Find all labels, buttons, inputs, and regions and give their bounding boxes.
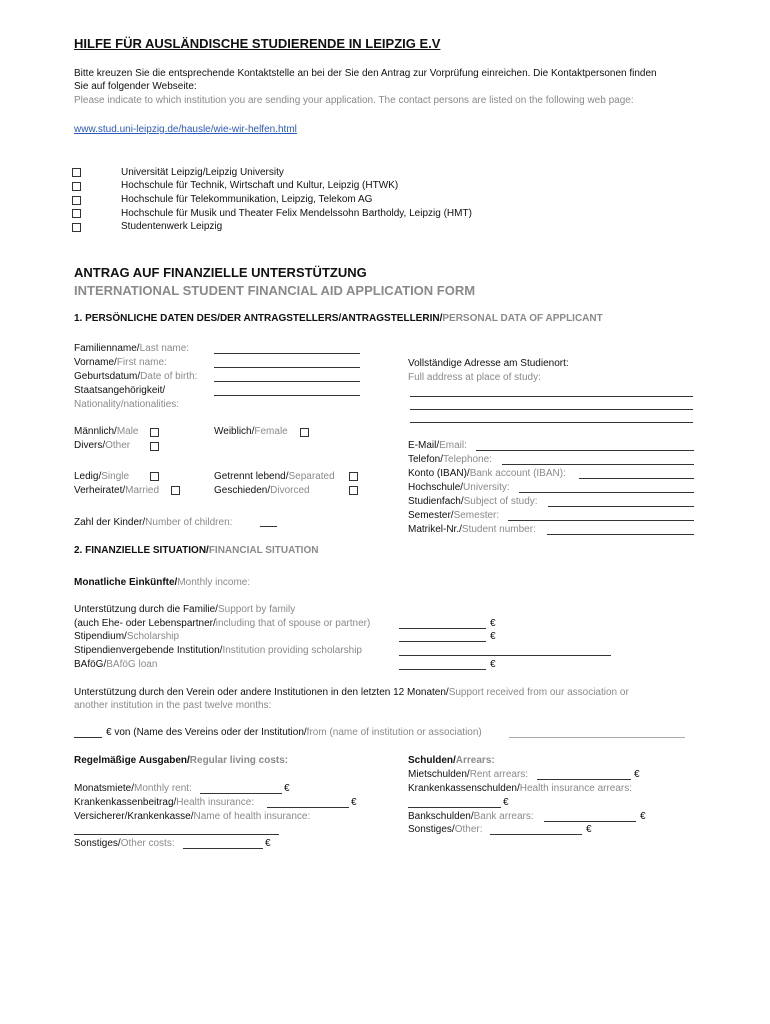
single-label: Ledig/Single bbox=[74, 471, 130, 482]
euro-sign: € bbox=[490, 618, 496, 629]
institution-label: Universität Leipzig/Leipzig University bbox=[121, 167, 284, 178]
university-label: Hochschule/University: bbox=[408, 482, 510, 493]
checkbox-male[interactable] bbox=[150, 428, 159, 437]
checkbox-divorced[interactable] bbox=[349, 486, 358, 495]
checkbox-married[interactable] bbox=[171, 486, 180, 495]
family-support-label: Unterstützung durch die Familie/Support by family bbox=[74, 604, 296, 615]
scholarship-institution-field[interactable] bbox=[399, 655, 611, 656]
insurance-arrears-label: Krankenkassenschulden/Health insurance arrears: bbox=[408, 783, 633, 794]
checkbox-single[interactable] bbox=[150, 472, 159, 481]
other-costs-label: Sonstiges/Other costs: bbox=[74, 838, 175, 849]
rent-arrears-field[interactable] bbox=[537, 779, 631, 780]
other-costs-field[interactable] bbox=[183, 848, 263, 849]
euro-sign: € bbox=[503, 797, 509, 808]
past-support-source-field[interactable] bbox=[509, 737, 685, 738]
address-label: Vollständige Adresse am Studienort: bbox=[408, 358, 569, 369]
university-field[interactable] bbox=[519, 492, 694, 493]
semester-field[interactable] bbox=[508, 520, 694, 521]
dob-field[interactable] bbox=[214, 381, 360, 382]
document-title: HILFE FÜR AUSLÄNDISCHE STUDIERENDE IN LEIPZIG E.V bbox=[74, 36, 441, 51]
institution-label: Hochschule für Telekommunikation, Leipzig, Telekom AG bbox=[121, 194, 373, 205]
euro-sign: € bbox=[490, 659, 496, 670]
past-support-label: Unterstützung durch den Verein oder andere Institutionen in den letzten 12 Monaten/Support received from our association or bbox=[74, 687, 629, 698]
income-heading: Monatliche Einkünfte/Monthly income: bbox=[74, 577, 251, 588]
address-label-en: Full address at place of study: bbox=[408, 372, 541, 383]
insurer-field[interactable] bbox=[74, 834, 279, 835]
checkbox-university[interactable] bbox=[72, 168, 81, 177]
insurer-label: Versicherer/Krankenkasse/Name of health insurance: bbox=[74, 811, 311, 822]
bank-arrears-field[interactable] bbox=[544, 821, 636, 822]
scholarship-institution-label: Stipendienvergebende Institution/Institution providing scholarship bbox=[74, 645, 362, 656]
separated-label: Getrennt lebend/Separated bbox=[214, 471, 335, 482]
euro-sign: € bbox=[586, 824, 592, 835]
address-field-3[interactable] bbox=[410, 422, 693, 423]
children-label: Zahl der Kinder/Number of children: bbox=[74, 517, 233, 528]
male-label: Männlich/Male bbox=[74, 426, 139, 437]
checkbox-diverse[interactable] bbox=[150, 442, 159, 451]
nationality-label-en: Nationality/nationalities: bbox=[74, 399, 180, 410]
euro-sign: € bbox=[284, 783, 290, 794]
rent-field[interactable] bbox=[200, 793, 282, 794]
checkbox-telekom[interactable] bbox=[72, 196, 81, 205]
past-support-label-en: another institution in the past twelve months: bbox=[74, 700, 272, 711]
nationality-field[interactable] bbox=[214, 395, 360, 396]
nationality-label: Staatsangehörigkeit/ bbox=[74, 385, 166, 396]
lastname-field[interactable] bbox=[214, 353, 360, 354]
checkbox-studentenwerk[interactable] bbox=[72, 223, 81, 232]
debts-heading: Schulden/Arrears: bbox=[408, 755, 495, 766]
phone-label: Telefon/Telephone: bbox=[408, 454, 492, 465]
euro-sign: € bbox=[634, 769, 640, 780]
checkbox-htwk[interactable] bbox=[72, 182, 81, 191]
past-support-source-label: € von (Name des Vereins oder der Institution/from (name of institution or association) bbox=[106, 727, 482, 738]
subject-label: Studienfach/Subject of study: bbox=[408, 496, 538, 507]
children-field[interactable] bbox=[260, 526, 277, 527]
website-link[interactable]: www.stud.uni-leipzig.de/hausle/wie-wir-helfen.html bbox=[74, 124, 297, 135]
insurance-arrears-field[interactable] bbox=[408, 807, 501, 808]
euro-sign: € bbox=[351, 797, 357, 808]
email-label: E-Mail/Email: bbox=[408, 440, 467, 451]
euro-sign: € bbox=[265, 838, 271, 849]
insurance-label: Krankenkassenbeitrag/Health insurance: bbox=[74, 797, 255, 808]
section2-heading: 2. FINANZIELLE SITUATION/FINANCIAL SITUATION bbox=[74, 545, 319, 556]
form-title-en: INTERNATIONAL STUDENT FINANCIAL AID APPLICATION FORM bbox=[74, 283, 476, 298]
rent-label: Monatsmiete/Monthly rent: bbox=[74, 783, 192, 794]
lastname-label: Familienname/Last name: bbox=[74, 343, 190, 354]
checkbox-female[interactable] bbox=[300, 428, 309, 437]
bank-arrears-label: Bankschulden/Bank arrears: bbox=[408, 811, 534, 822]
euro-sign: € bbox=[640, 811, 646, 822]
rent-arrears-label: Mietschulden/Rent arrears: bbox=[408, 769, 529, 780]
female-label: Weiblich/Female bbox=[214, 426, 288, 437]
scholarship-label: Stipendium/Scholarship bbox=[74, 631, 180, 642]
phone-field[interactable] bbox=[502, 464, 694, 465]
bafog-label: BAföG/BAföG loan bbox=[74, 659, 158, 670]
spouse-support-label: (auch Ehe- oder Lebenspartner/including that of spouse or partner) bbox=[74, 618, 371, 629]
institution-label: Studentenwerk Leipzig bbox=[121, 221, 223, 232]
divorced-label: Geschieden/Divorced bbox=[214, 485, 310, 496]
semester-label: Semester/Semester: bbox=[408, 510, 500, 521]
bafog-field[interactable] bbox=[399, 669, 486, 670]
other-arrears-field[interactable] bbox=[490, 834, 582, 835]
subject-field[interactable] bbox=[548, 506, 694, 507]
intro-text-de-cont: Sie auf folgender Webseite: bbox=[74, 81, 197, 92]
matrikel-field[interactable] bbox=[547, 534, 694, 535]
intro-text-de: Bitte kreuzen Sie die entsprechende Kontaktstelle an bei der Sie den Antrag zur Vorprüfung einreichen. Die Kontaktpersonen finden bbox=[74, 68, 657, 79]
institution-label: Hochschule für Musik und Theater Felix Mendelssohn Bartholdy, Leipzig (HMT) bbox=[121, 208, 472, 219]
checkbox-hmt[interactable] bbox=[72, 209, 81, 218]
other-arrears-label: Sonstiges/Other: bbox=[408, 824, 483, 835]
euro-sign: € bbox=[490, 631, 496, 642]
matrikel-label: Matrikel-Nr./Student number: bbox=[408, 524, 536, 535]
iban-label: Konto (IBAN)/Bank account (IBAN): bbox=[408, 468, 566, 479]
email-field[interactable] bbox=[476, 450, 694, 451]
address-field-2[interactable] bbox=[410, 409, 693, 410]
section1-heading: 1. PERSÖNLICHE DATEN DES/DER ANTRAGSTELLERS/ANTRAGSTELLERIN/PERSONAL DATA OF APPLICANT bbox=[74, 313, 603, 324]
diverse-label: Divers/Other bbox=[74, 440, 131, 451]
firstname-label: Vorname/First name: bbox=[74, 357, 167, 368]
iban-field[interactable] bbox=[579, 478, 694, 479]
form-title-de: ANTRAG AUF FINANZIELLE UNTERSTÜTZUNG bbox=[74, 265, 367, 280]
scholarship-field[interactable] bbox=[399, 641, 486, 642]
living-costs-heading: Regelmäßige Ausgaben/Regular living costs: bbox=[74, 755, 289, 766]
intro-text-en: Please indicate to which institution you are sending your application. The contact persons are listed on the following web page: bbox=[74, 95, 634, 106]
married-label: Verheiratet/Married bbox=[74, 485, 160, 496]
insurance-field[interactable] bbox=[267, 807, 349, 808]
firstname-field[interactable] bbox=[214, 367, 360, 368]
address-field-1[interactable] bbox=[410, 396, 693, 397]
checkbox-separated[interactable] bbox=[349, 472, 358, 481]
dob-label: Geburtsdatum/Date of birth: bbox=[74, 371, 198, 382]
family-support-field[interactable] bbox=[399, 628, 486, 629]
institution-label: Hochschule für Technik, Wirtschaft und Kultur, Leipzig (HTWK) bbox=[121, 180, 399, 191]
past-support-amount-field[interactable] bbox=[74, 737, 102, 738]
